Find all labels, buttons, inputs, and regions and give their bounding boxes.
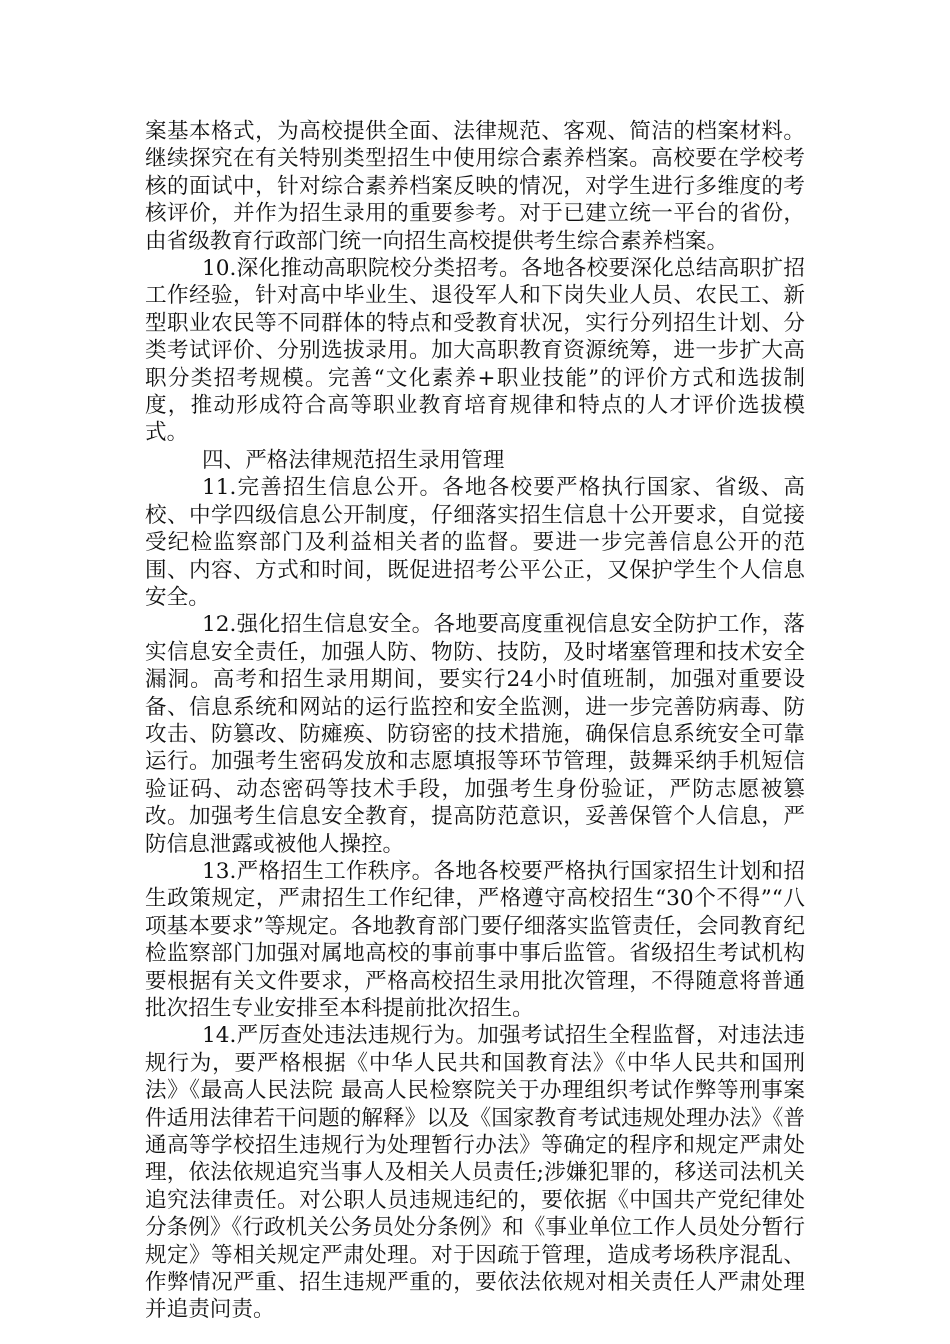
paragraph-item-10: 10.深化推动高职院校分类招考。各地各校要深化总结高职扩招工作经验，针对高中毕业生、退役军人和下岗失业人员、农民工、新型职业农民等不同群体的特点和受教育状况，实行分列招生计划、分类考试评价、分别选拔录用。加大高职教育资源统筹，进一步扩大高职分类招考规模。完善“文化素养+职业技能”的评价方式和选拔制度，推动形成符合高等职业教育培育规律和特点的人才评价选拔模式。 (145, 256, 805, 446)
paragraph-continued: 案基本格式，为高校提供全面、法律规范、客观、简洁的档案材料。继续探究在有关特别类型招生中使用综合素养档案。高校要在学校考核的面试中，针对综合素养档案反映的情况，对学生进行多维度的考核评价，并作为招生录用的重要参考。对于已建立统一平台的省份，由省级教育行政部门统一向招生高校提供考生综合素养档案。 (145, 119, 805, 254)
document-page (145, 118, 805, 1324)
section-heading-4: 四、严格法律规范招生录用管理 (202, 447, 505, 473)
paragraph-item-13: 13.严格招生工作秩序。各地各校要严格执行国家招生计划和招生政策规定，严肃招生工作纪律，严格遵守高校招生“30个不得”“八项基本要求”等规定。各地教育部门要仔细落实监管责任，会同教育纪检监察部门加强对属地高校的事前事中事后监管。省级招生考试机构要根据有关文件要求，严格高校招生录用批次管理，不得随意将普通批次招生专业安排至本科提前批次招生。 (145, 858, 805, 1021)
paragraph-item-14: 14.严厉查处违法违规行为。加强考试招生全程监督，对违法违规行为，要严格根据《中华人民共和国教育法》《中华人民共和国刑法》《最高人民法院 最高人民检察院关于办理组织考试作弊等刑事案件适用法律若干问题的解释》以及《国家教育考试违规处理办法》《普通高等学校招生违规行为处理暂行办法》等确定的程序和规定严肃处理，依法依规追究当事人及相关人员责任;涉嫌犯罪的，移送司法机关追究法律责任。对公职人员违规违纪的，要依据《中国共产党纪律处分条例》《行政机关公务员处分条例》和《事业单位工作人员处分暂行规定》等相关规定严肃处理。对于因疏于管理，造成考场秩序混乱、作弊情况严重、招生违规严重的，要依法依规对相关责任人严肃处理并追责问责。 (145, 1023, 805, 1323)
paragraph-item-11: 11.完善招生信息公开。各地各校要严格执行国家、省级、高校、中学四级信息公开制度，仔细落实招生信息十公开要求，自觉接受纪检监察部门及利益相关者的监督。要进一步完善信息公开的范围、内容、方式和时间，既促进招考公平公正，又保护学生个人信息安全。 (145, 475, 805, 610)
paragraph-item-12: 12.强化招生信息安全。各地要高度重视信息安全防护工作，落实信息安全责任，加强人防、物防、技防，及时堵塞管理和技术安全漏洞。高考和招生录用期间，要实行24小时值班制，加强对重要设备、信息系统和网站的运行监控和安全监测，进一步完善防病毒、防攻击、防篡改、防瘫痪、防窃密的技术措施，确保信息系统安全可靠运行。加强考生密码发放和志愿填报等环节管理，鼓舞采纳手机短信验证码、动态密码等技术手段，加强考生身份验证，严防志愿被篡改。加强考生信息安全教育，提高防范意识，妥善保管个人信息，严防信息泄露或被他人操控。 (145, 612, 805, 857)
